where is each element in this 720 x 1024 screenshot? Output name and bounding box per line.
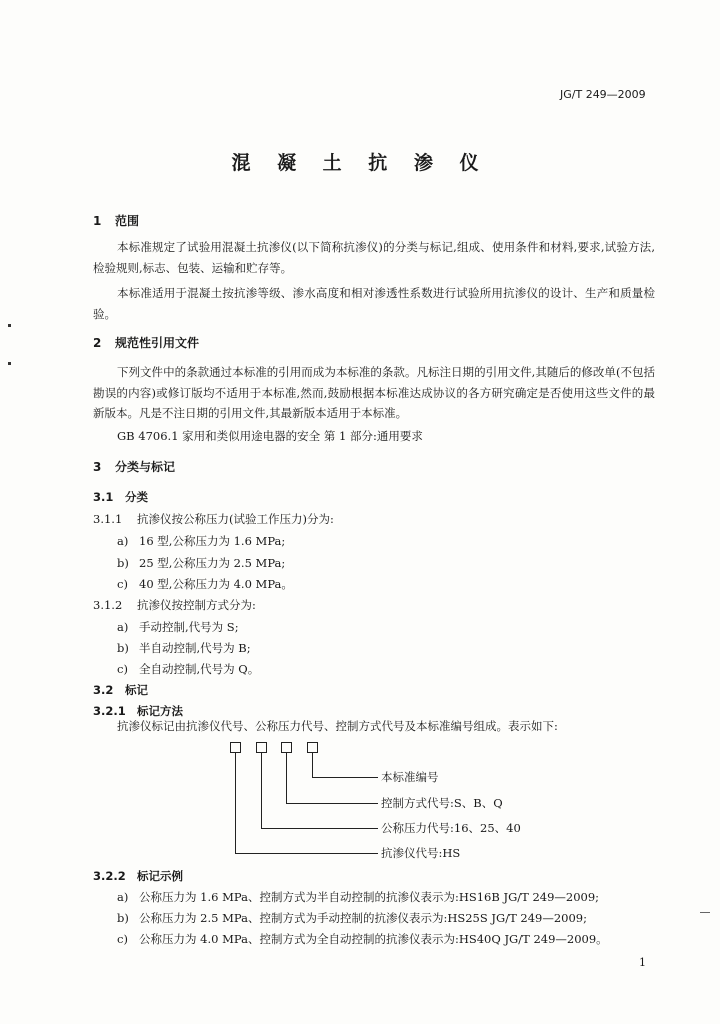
- margin-mark: [8, 362, 11, 365]
- page-number: 1: [639, 956, 646, 969]
- diagram-label-device-code: 抗渗仪代号:HS: [381, 846, 461, 860]
- section-title: 规范性引用文件: [115, 336, 200, 350]
- item-label: a): [117, 534, 129, 548]
- margin-mark: [700, 912, 710, 913]
- clause-number: 3.1.1: [93, 512, 123, 526]
- document-number: JG/T 249—2009: [560, 88, 646, 101]
- section-3-heading: [93, 458, 175, 475]
- item-label: a): [117, 890, 129, 904]
- item-text: 公称压力为 1.6 MPa、控制方式为半自动控制的抗渗仪表示为:HS16B JG/T 249—2009;: [139, 890, 600, 904]
- clause-title: 标记示例: [137, 869, 183, 883]
- section-title: 范围: [115, 214, 140, 228]
- item-label: c): [117, 662, 128, 676]
- list-item: [117, 889, 599, 905]
- item-label: b): [117, 911, 129, 925]
- subsection-title: 分类: [125, 490, 148, 504]
- section-2-heading: [93, 334, 199, 351]
- placeholder-box: [230, 742, 241, 753]
- section-1-heading: [93, 212, 139, 229]
- section-number: 3: [93, 460, 102, 474]
- item-text: 25 型,公称压力为 2.5 MPa;: [139, 556, 286, 570]
- subsection-number: 3.2: [93, 683, 114, 697]
- placeholder-box: [307, 742, 318, 753]
- item-label: a): [117, 620, 129, 634]
- list-item: [117, 533, 285, 549]
- connector-line: [312, 777, 378, 778]
- connector-line: [286, 753, 287, 803]
- item-text: 40 型,公称压力为 4.0 MPa。: [139, 577, 293, 591]
- item-text: 16 型,公称压力为 1.6 MPa;: [139, 534, 286, 548]
- connector-line: [261, 753, 262, 828]
- subsection-3-1-heading: [93, 489, 148, 505]
- item-label: b): [117, 641, 129, 655]
- clause-text: 抗渗仪按控制方式分为:: [137, 598, 256, 612]
- clause-text: 抗渗仪标记由抗渗仪代号、公称压力代号、控制方式代号及本标准编号组成。表示如下:: [117, 719, 558, 733]
- placeholder-box: [256, 742, 267, 753]
- item-label: c): [117, 577, 128, 591]
- subsection-number: 3.1: [93, 490, 114, 504]
- connector-line: [235, 753, 236, 853]
- list-item: [117, 931, 608, 947]
- paragraph: 本标准规定了试验用混凝土抗渗仪(以下简称抗渗仪)的分类与标记,组成、使用条件和材料,要求,试验方法,检验规则,标志、包装、运输和贮存等。: [93, 240, 655, 275]
- section-number: 1: [93, 214, 102, 228]
- list-item: [117, 555, 285, 571]
- diagram-label-nominal-pressure: 公称压力代号:16、25、40: [381, 821, 521, 835]
- subsection-3-2-heading: [93, 682, 148, 698]
- clause-3-1-1: [93, 511, 334, 527]
- clause-number: 3.2.2: [93, 869, 126, 883]
- clause-title: 标记方法: [137, 704, 183, 718]
- margin-mark: [8, 324, 11, 327]
- connector-line: [312, 753, 313, 777]
- section-title: 分类与标记: [115, 460, 176, 474]
- clause-number: 3.1.2: [93, 598, 123, 612]
- list-item: [117, 576, 293, 592]
- paragraph: 本标准适用于混凝土按抗渗等级、渗水高度和相对渗透性系数进行试验所用抗渗仪的设计、生产和质量检验。: [93, 286, 655, 321]
- item-text: 公称压力为 2.5 MPa、控制方式为手动控制的抗渗仪表示为:HS25S JG/T 249—2009;: [139, 911, 587, 925]
- item-label: b): [117, 556, 129, 570]
- connector-line: [286, 803, 378, 804]
- list-item: [117, 640, 251, 656]
- item-text: 手动控制,代号为 S;: [139, 620, 239, 634]
- connector-line: [261, 828, 378, 829]
- list-item: [117, 910, 587, 926]
- item-text: 全自动控制,代号为 Q。: [139, 662, 260, 676]
- item-text: 公称压力为 4.0 MPa、控制方式为全自动控制的抗渗仪表示为:HS40Q JG/T 249—2009。: [139, 932, 608, 946]
- clause-3-1-2: [93, 597, 256, 613]
- section-number: 2: [93, 336, 102, 350]
- list-item: [117, 619, 239, 635]
- paragraph: 下列文件中的条款通过本标准的引用而成为本标准的条款。凡标注日期的引用文件,其随后的修改单(不包括勘误的内容)或修订版均不适用于本标准,然而,鼓励根据本标准达成协议的各方研究确定是否使用这些文件的最新版本。凡是不注日期的引用文件,其最新版本适用于本标准。: [93, 365, 655, 420]
- page-title: 混 凝 土 抗 渗 仪: [231, 152, 489, 174]
- connector-line: [235, 853, 378, 854]
- clause-number: 3.2.1: [93, 704, 126, 718]
- clause-text: 抗渗仪按公称压力(试验工作压力)分为:: [137, 512, 334, 526]
- placeholder-box: [281, 742, 292, 753]
- item-text: 半自动控制,代号为 B;: [139, 641, 251, 655]
- list-item: [117, 661, 259, 677]
- clause-3-2-2-heading: [93, 868, 183, 884]
- subsection-title: 标记: [125, 683, 148, 697]
- diagram-label-control-mode: 控制方式代号:S、B、Q: [381, 796, 503, 810]
- diagram-label-standard-number: 本标准编号: [381, 770, 439, 784]
- normative-reference: GB 4706.1 家用和类似用途电器的安全 第 1 部分:通用要求: [117, 429, 423, 443]
- item-label: c): [117, 932, 128, 946]
